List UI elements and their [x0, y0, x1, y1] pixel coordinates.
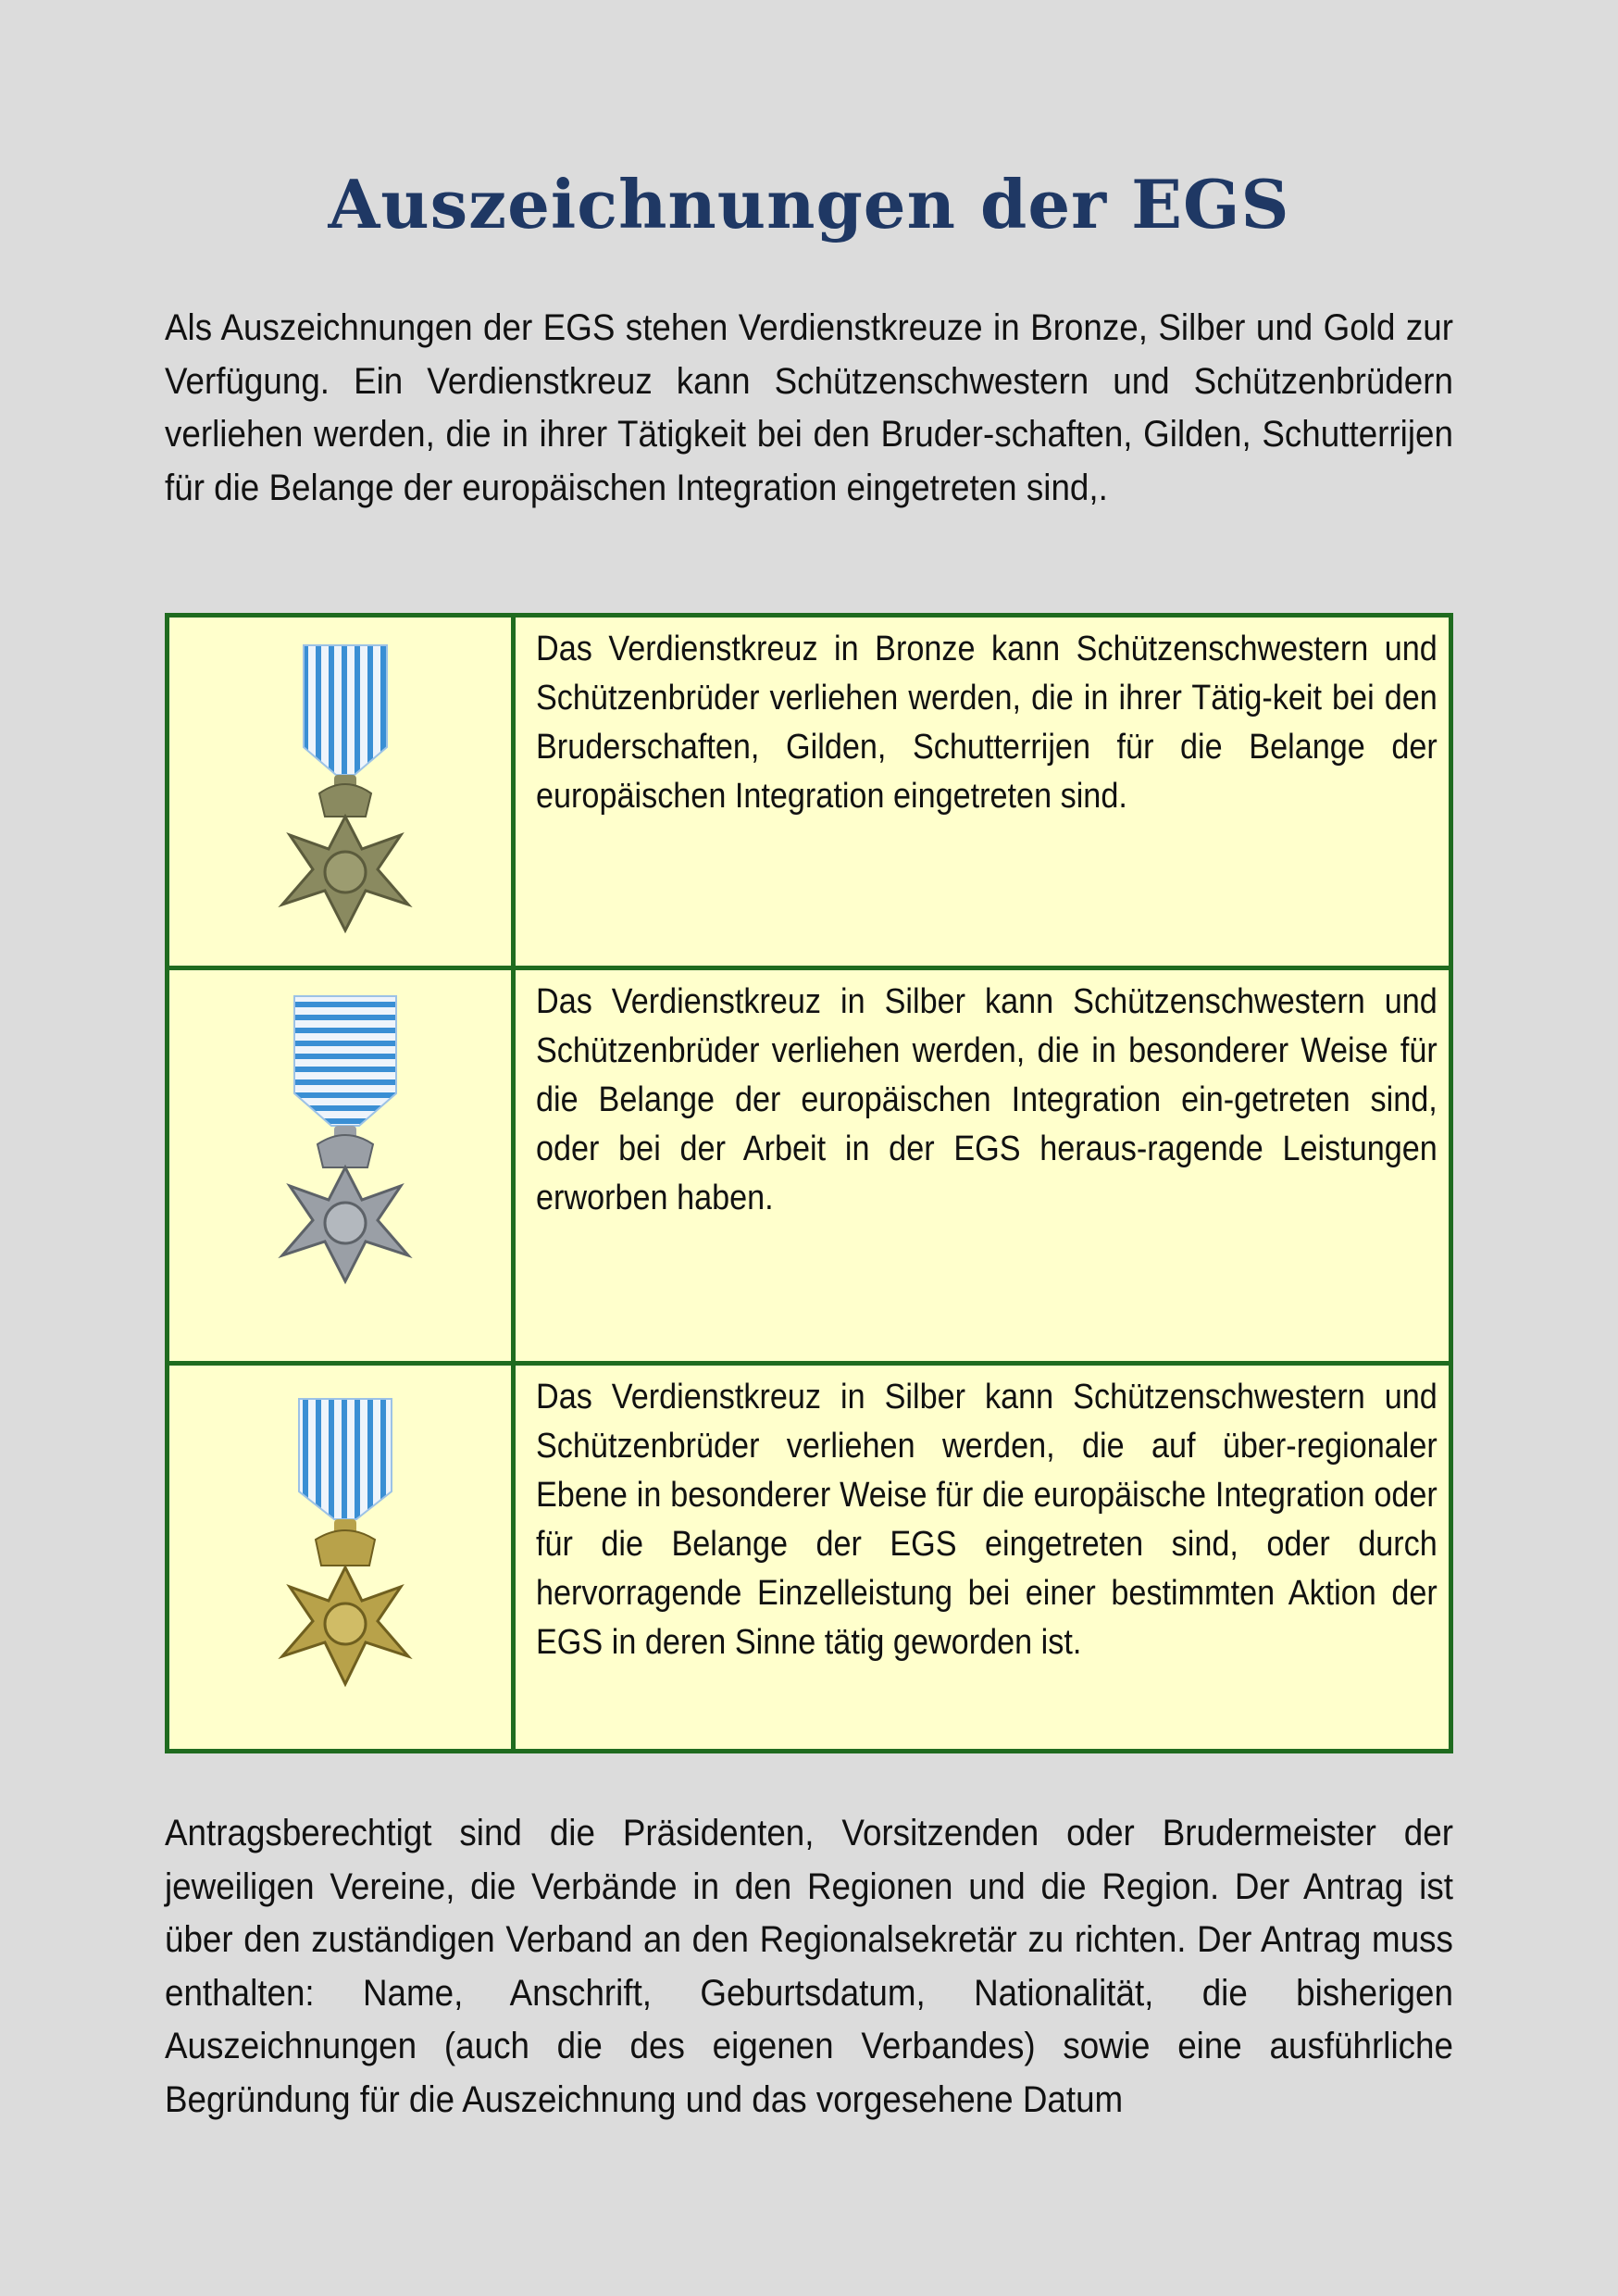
medal-table: [165, 613, 1453, 1753]
medal-image-cell: [169, 970, 516, 1361]
medal-row-bronze: [169, 618, 1449, 966]
medal-text: Das Verdienstkreuz in Silber kann Schützenschwestern und Schützenbrüder verliehen werden, die auf über-regionaler Ebene in besonderer Weise für die europäische Integration oder für die Belange der EGS eingetreten sind, oder durch hervorragende Einzelleistung bei einer bestimmten Aktion der EGS in deren Sinne tätig geworden ist.: [536, 1378, 1438, 1662]
silver-cross-icon: [262, 987, 429, 1297]
medal-text: Das Verdienstkreuz in Silber kann Schützenschwestern und Schützenbrüder verliehen werden, die in besonderer Weise für die Belange der europäischen Integration ein-getreten sind, oder bei der Arbeit in der EGS heraus-ragende Leistungen erworben haben.: [536, 982, 1438, 1217]
medal-image-cell: [169, 1366, 516, 1749]
medal-image-cell: [169, 618, 516, 966]
gold-cross-icon: [262, 1390, 429, 1700]
intro-paragraph: Als Auszeichnungen der EGS stehen Verdienstkreuze in Bronze, Silber und Gold zur Verfügung. Ein Verdienstkreuz kann Schützenschwestern und Schützenbrüdern verliehen werden, die in ihrer Tätigkeit bei den Bruder-schaften, Gilden, Schutterrijen für die Belange der europäischen Integration eingetreten sind,.: [165, 307, 1453, 508]
outro-paragraph: Antragsberechtigt sind die Präsidenten, Vorsitzenden oder Brudermeister der jeweiligen Vereine, die Verbände in den Regionen und die Region. Der Antrag ist über den zuständigen Verband an den Regionalsekretär zu richten. Der Antrag muss enthalten: Name, Anschrift, Geburtsdatum, Nationalität, die bisherigen Auszeichnungen (auch die des eigenen Verbandes) sowie eine ausführliche Begründung für die Auszeichnung und das vorgesehene Datum: [165, 1813, 1453, 2120]
medal-row-gold: [169, 1361, 1449, 1749]
page-title: Auszeichnungen der EGS: [328, 165, 1290, 243]
medal-row-silver: [169, 966, 1449, 1361]
bronze-cross-icon: [262, 636, 429, 946]
medal-text: Das Verdienstkreuz in Bronze kann Schützenschwestern und Schützenbrüder verliehen werden, die in ihrer Tätig-keit bei den Bruderschaften, Gilden, Schutterrijen für die Belange der europäischen Integration eingetreten sind.: [536, 630, 1438, 816]
